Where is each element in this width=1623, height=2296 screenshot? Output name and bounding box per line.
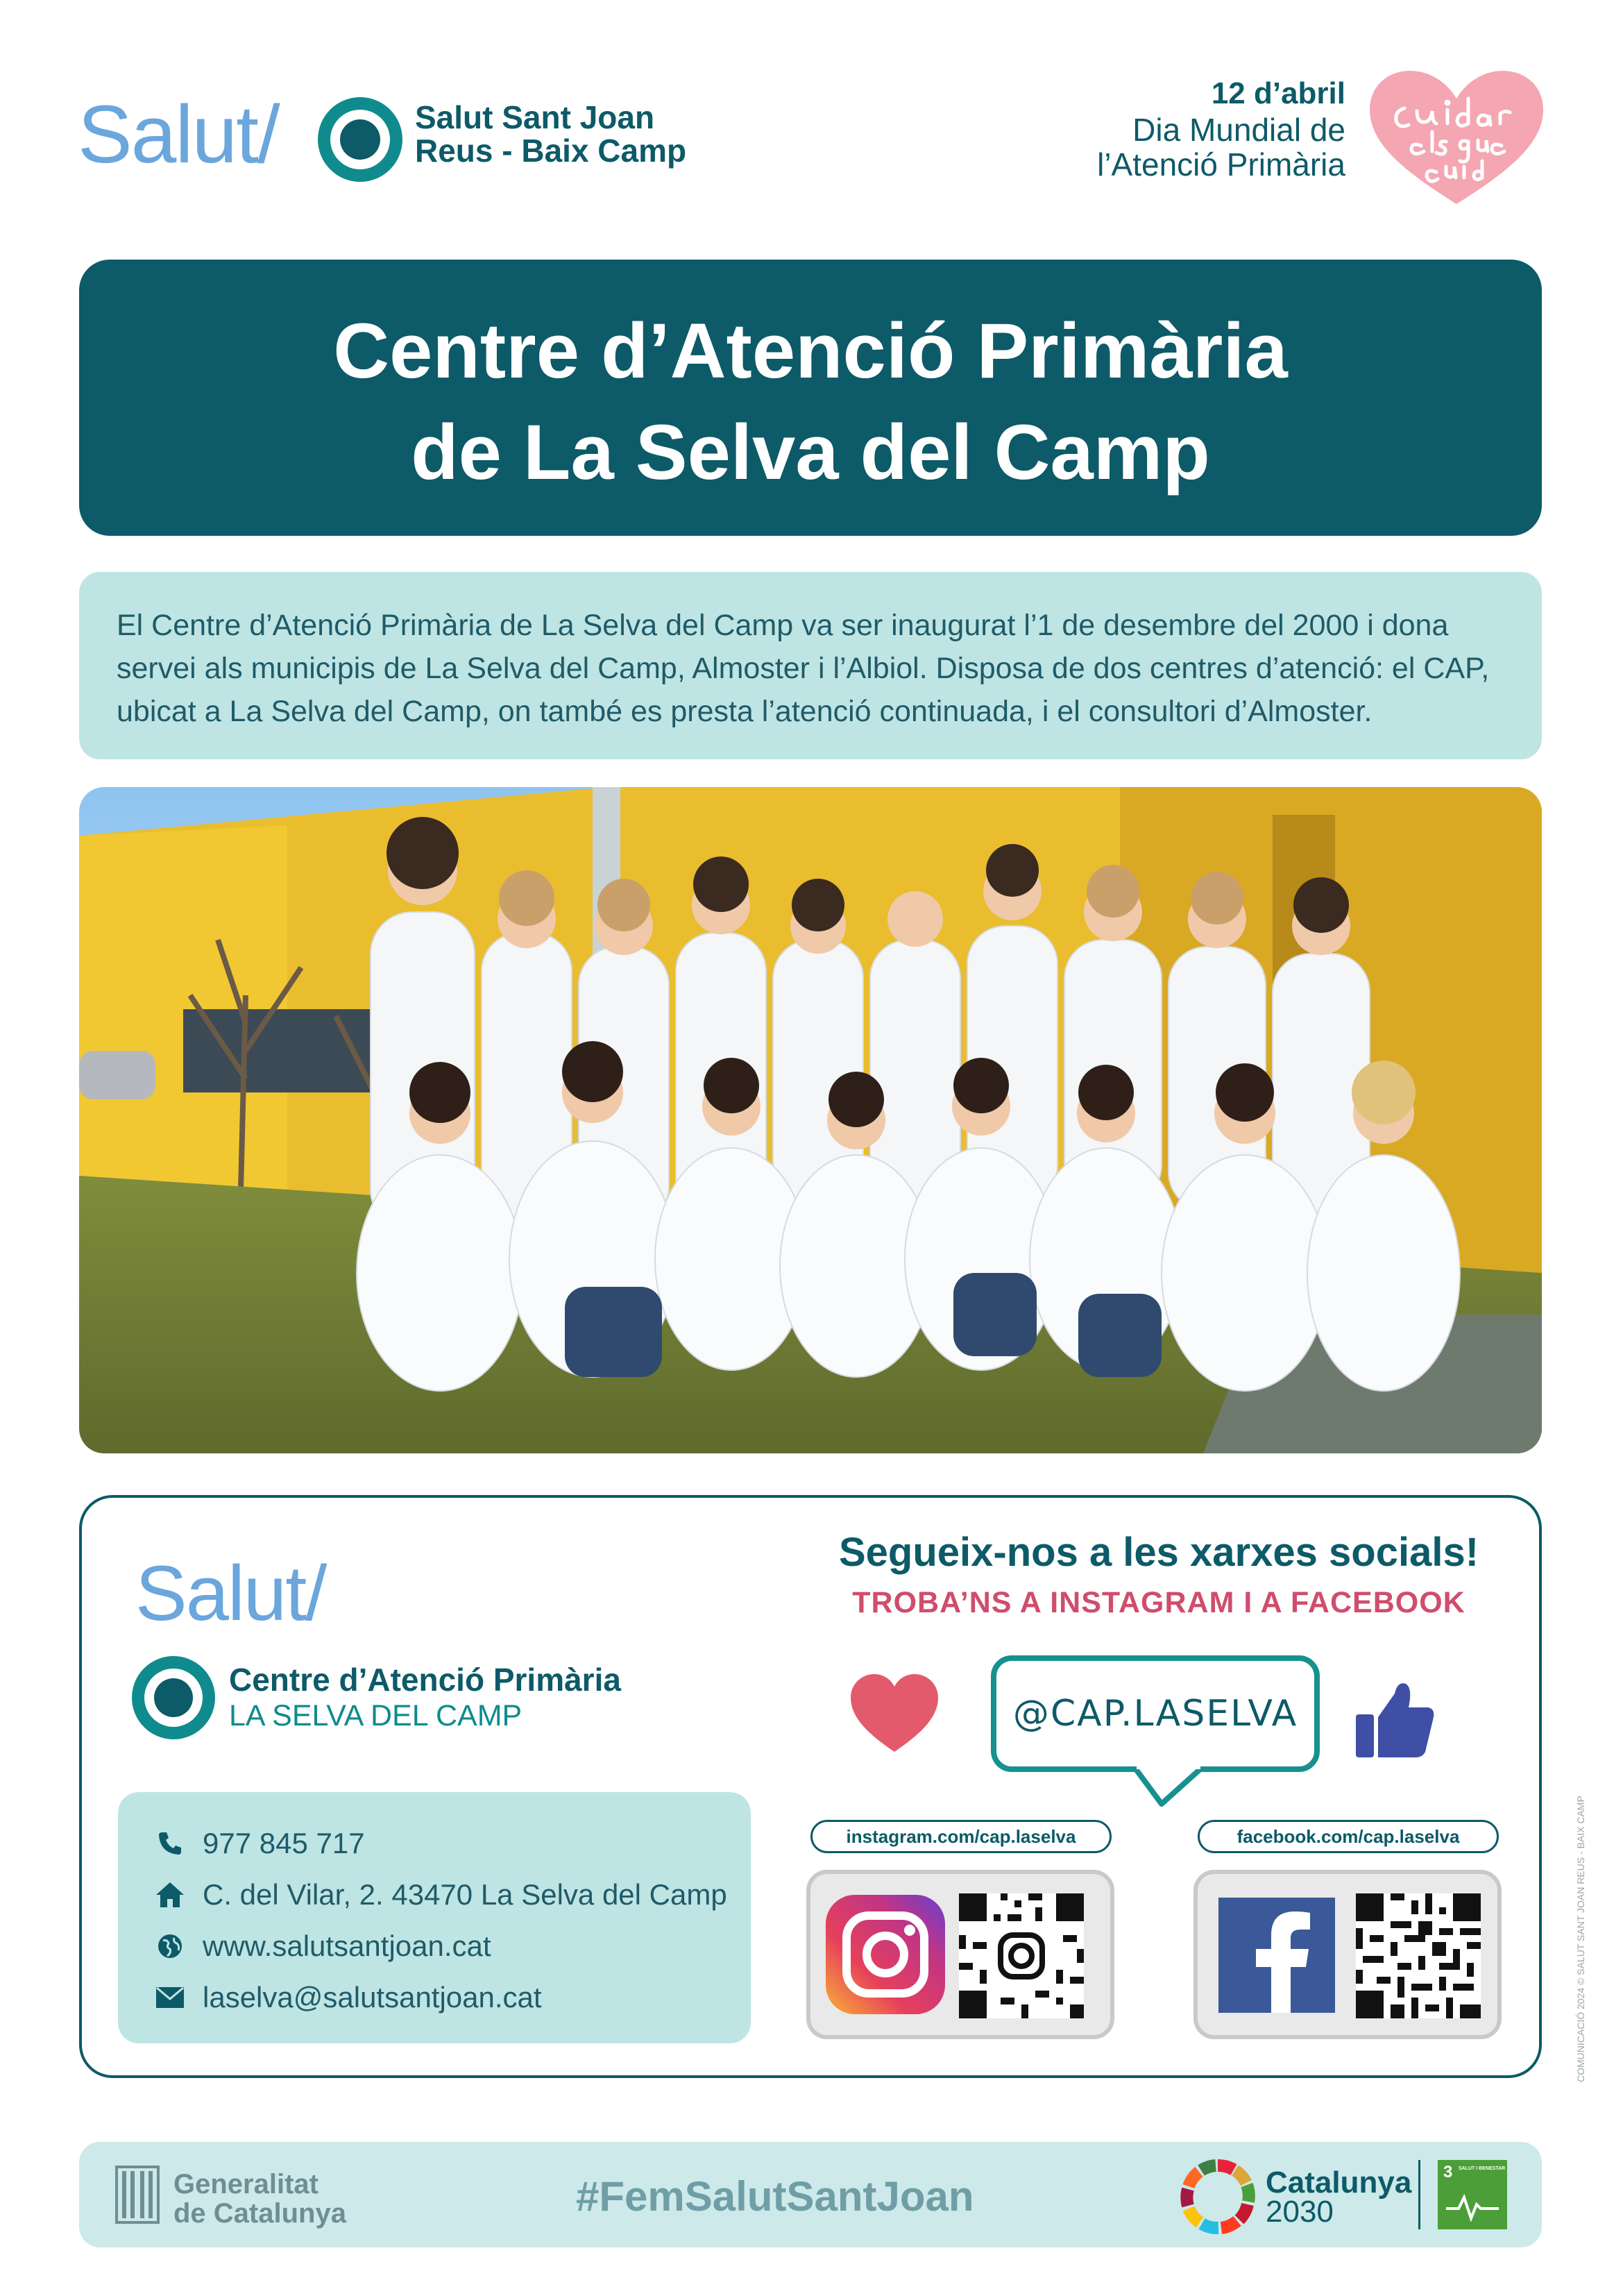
instagram-icon — [826, 1895, 945, 2014]
contact-address-row — [153, 1874, 727, 1916]
heart-icon — [849, 1673, 940, 1753]
cap-name: Centre d’Atenció Primària — [229, 1662, 621, 1698]
org-name-line2: Reus - Baix Camp — [415, 133, 687, 169]
team-photo — [79, 787, 1542, 1453]
cap-location: LA SELVA DEL CAMP — [229, 1699, 522, 1732]
team-photo-illustration — [79, 787, 1542, 1453]
generalitat-name-line1: Generalitat — [173, 2169, 318, 2200]
org-name-line1: Salut Sant Joan — [415, 99, 655, 135]
contact-web-row — [153, 1925, 491, 1967]
event-name-line1: Dia Mundial de — [1132, 112, 1345, 148]
contact-email-row — [153, 1977, 542, 2018]
sdg-number: 3 — [1443, 2163, 1453, 2181]
instagram-qr-code-icon — [959, 1893, 1084, 2018]
copyright-credit: COMUNICACIÓ 2024 © SALUT SANT JOAN REUS - BAIX CAMP — [1575, 1796, 1586, 2082]
cuidar-heart-badge-icon — [1364, 68, 1549, 207]
org-name — [415, 101, 686, 167]
sdg-wheel-icon — [1180, 2159, 1256, 2235]
social-handle[interactable]: @CAP.LASELVA — [1012, 1693, 1298, 1734]
campaign-hashtag[interactable]: #FemSalutSantJoan — [576, 2173, 974, 2220]
panel-salut-logo-text: Salut/ — [135, 1550, 326, 1637]
facebook-icon — [1218, 1898, 1335, 2013]
generalitat-name-line2: de Catalunya — [173, 2198, 346, 2229]
event-name-line2: l’Atenció Primària — [1097, 146, 1345, 183]
sdg-label: SALUT I BENESTAR — [1459, 2166, 1506, 2171]
event-name — [1097, 112, 1345, 182]
contact-address: C. del Vilar, 2. 43470 La Selva del Camp — [203, 1878, 727, 1911]
contact-phone-row — [153, 1823, 365, 1864]
globe-icon — [153, 1929, 187, 1964]
contact-web[interactable]: www.salutsantjoan.cat — [203, 1930, 491, 1962]
sdg-3-badge — [1438, 2160, 1507, 2229]
footer-divider — [1418, 2160, 1420, 2229]
home-icon — [153, 1877, 187, 1912]
heartbeat-icon — [1445, 2191, 1500, 2222]
contact-phone[interactable]: 977 845 717 — [203, 1827, 365, 1859]
intro-text: El Centre d’Atenció Primària de La Selva del Camp va ser inaugurat l’1 de desembre del 2000 i dona servei als municipis de La Selva del Camp, Almoster i l’Albiol. Disposa de dos centres d’atenció: el CAP, ubicat a La Selva del Camp, on també es presta l’atenció continuada, i el consultori d’Almoster. — [117, 609, 1490, 728]
catalunya-2030-line2: 2030 — [1266, 2195, 1334, 2229]
page-title-line2: de La Selva del Camp — [411, 409, 1210, 496]
envelope-icon — [153, 1980, 187, 2015]
thumbs-up-icon — [1353, 1680, 1436, 1760]
generalitat-name — [173, 2170, 346, 2228]
contact-email[interactable]: laselva@salutsantjoan.cat — [203, 1981, 542, 2014]
catalunya-2030-line1: Catalunya — [1266, 2166, 1412, 2200]
cap-logo-icon — [132, 1656, 215, 1739]
generalitat-emblem-icon — [115, 2166, 160, 2224]
facebook-qr-code-icon — [1356, 1893, 1481, 2018]
speech-bubble-tail-icon — [1131, 1766, 1207, 1808]
salut-sant-joan-logo-icon — [318, 97, 402, 182]
instagram-url-pill[interactable]: instagram.com/cap.laselva — [810, 1820, 1112, 1853]
event-date: 12 d’abril — [1211, 76, 1345, 110]
page-title-line1: Centre d’Atenció Primària — [333, 307, 1288, 394]
social-title: Segueix-nos a les xarxes socials! — [838, 1530, 1479, 1575]
social-subtitle: TROBA’NS A INSTAGRAM I A FACEBOOK — [852, 1586, 1465, 1619]
facebook-url-pill[interactable]: facebook.com/cap.laselva — [1198, 1820, 1499, 1853]
social-handle-bubble — [991, 1655, 1320, 1772]
phone-icon — [153, 1826, 187, 1861]
salut-logo-text: Salut/ — [78, 89, 279, 180]
